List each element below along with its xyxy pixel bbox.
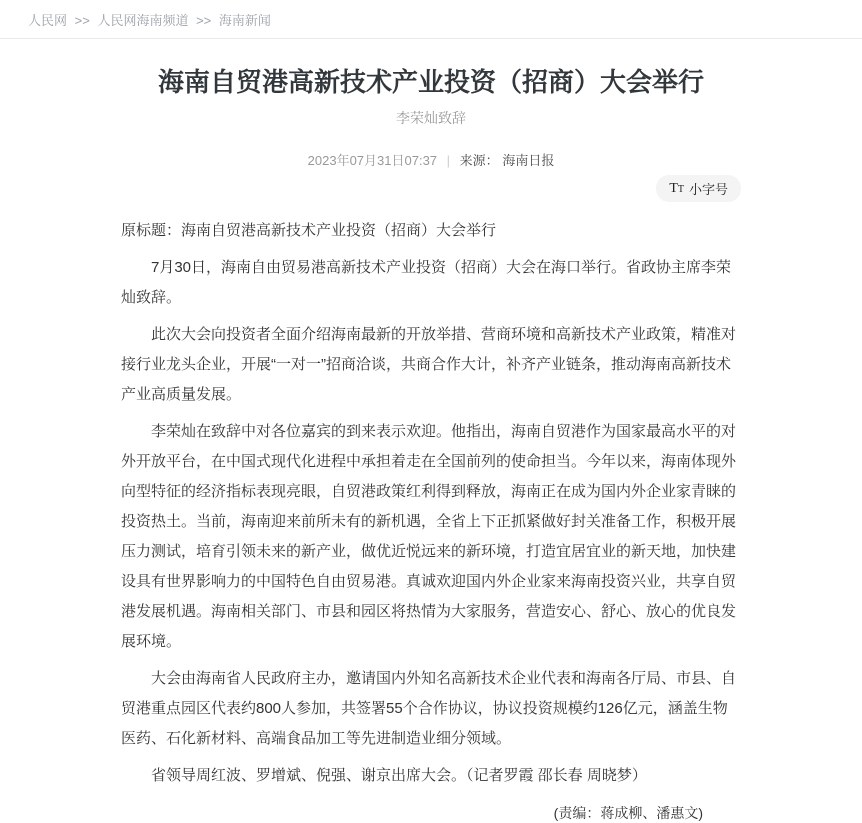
article-meta [121,150,741,169]
breadcrumb-separator: >> [74,13,90,28]
breadcrumb-link-hainan-channel[interactable]: 人民网海南频道 [97,13,189,28]
font-size-icon: TT [669,181,684,196]
article-body [121,216,741,791]
article-title: 海南自贸港高新技术产业投资（招商）大会举行 [157,67,704,97]
breadcrumb-separator: >> [196,13,212,28]
breadcrumb-link-peoples-daily[interactable]: 人民网 [28,13,68,28]
article-container [121,65,741,823]
article-paragraph: 李荣灿在致辞中对各位嘉宾的到来表示欢迎。他指出，海南自贸港作为国家最高水平的对外开放平台，在中国式现代化进程中承担着走在全国前列的使命担当。今年以来，海南体现外向型特征的经济指标表现亮眼，自贸港政策红利得到释放，海南正在成为国内外企业家青睐的投资热土。当前，海南迎来前所未有的新机遇，全省上下正抓紧做好封关准备工作，积极开展压力测试，培育引领未来的新产业，做优近悦远来的新环境，打造宜居宜业的新天地，加快建设具有世界影响力的中国特色自由贸易港。真诚欢迎国内外企业家来海南投资兴业，共享自贸港发展机遇。海南相关部门、市县和园区将热情为大家服务，营造安心、舒心、放心的优良发展环境。 [121,423,737,650]
article-paragraph: 此次大会向投资者全面介绍海南最新的开放举措、营商环境和高新技术产业政策，精准对接行业龙头企业，开展“一对一”招商洽谈，共商合作大计，补齐产业链条，推动海南高新技术产业高质量发展。 [121,326,737,403]
article-subtitle: 李荣灿致辞 [396,110,466,126]
original-title-line: 原标题：海南自贸港高新技术产业投资（招商）大会举行 [121,222,497,239]
article-paragraph: 省领导周红波、罗增斌、倪强、谢京出席大会。（记者罗霞 邵长春 周晓梦） [151,767,647,784]
font-size-button[interactable] [656,175,741,202]
font-size-button-label: 小字号 [688,182,728,197]
article-paragraph: 大会由海南省人民政府主办，邀请国内外知名高新技术企业代表和海南各厅局、市县、自贸港重点园区代表约800人参加，共签署55个合作协议，协议投资规模约126亿元，涵盖生物医药、石化新材料、高端食品加工等先进制造业细分领域。 [121,670,737,747]
meta-separator: | [446,153,451,168]
breadcrumb-link-hainan-news[interactable]: 海南新闻 [218,13,271,28]
breadcrumb [0,0,862,38]
editor-note: (责编：蒋成柳、潘惠文) [553,805,703,821]
article-paragraph: 7月30日，海南自由贸易港高新技术产业投资（招商）大会在海口举行。省政协主席李荣灿致辞。 [121,259,732,306]
source-label: 来源： [459,153,499,168]
source-link[interactable]: 海南日报 [502,153,555,168]
article-toolbar [121,175,741,202]
publish-datetime: 2023年07月31日07:37 [307,153,438,168]
top-divider [0,38,862,39]
